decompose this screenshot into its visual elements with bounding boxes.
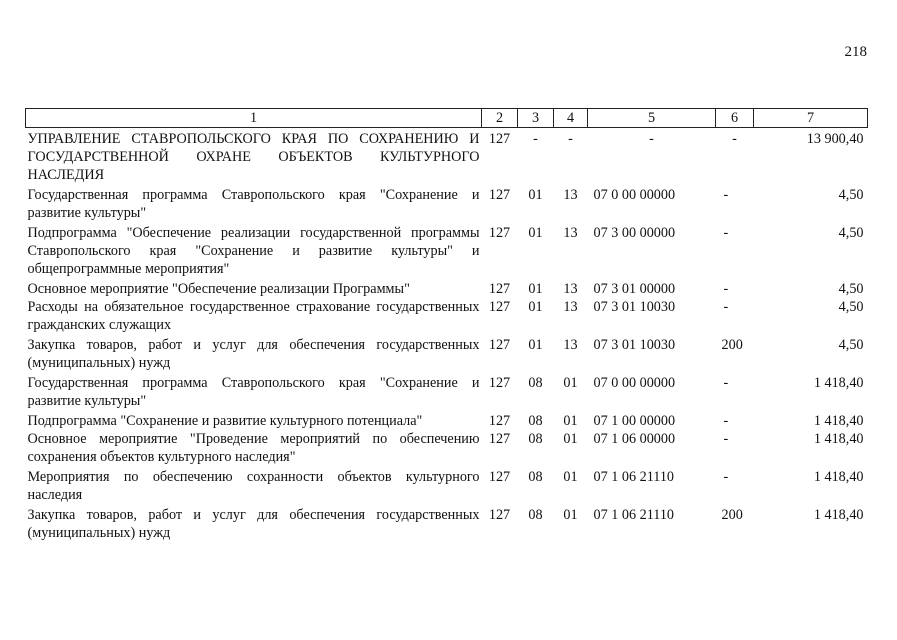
column-number-header	[26, 109, 868, 128]
row-pr: 01	[563, 375, 578, 391]
row-vr: 200	[721, 507, 743, 523]
row-name: УПРАВЛЕНИЕ СТАВРОПОЛЬСКОГО КРАЯ ПО СОХРАНЕНИЮ И ГОСУДАРСТВЕННОЙ ОХРАНЕ ОБЪЕКТОВ КУЛЬТУРНОГО НАСЛЕДИЯ	[27, 131, 480, 183]
row-name: Государственная программа Ставропольского края "Сохранение и развитие культуры"	[27, 375, 480, 409]
row-sum: 4,50	[838, 281, 864, 297]
table-row	[26, 184, 868, 222]
row-csr: 07 3 00 00000	[593, 225, 676, 241]
row-ved: 127	[488, 337, 511, 353]
row-rz: 08	[528, 507, 543, 523]
table-row	[26, 222, 868, 278]
row-pr: 13	[563, 299, 578, 315]
row-name: Подпрограмма "Сохранение и развитие культурного потенциала"	[27, 413, 423, 429]
row-rz: 01	[528, 187, 543, 203]
row-pr: -	[568, 131, 573, 147]
row-vr: -	[723, 299, 729, 315]
page-number: 218	[844, 44, 867, 60]
row-csr: 07 0 00 00000	[593, 187, 676, 203]
budget-table	[25, 108, 868, 542]
row-vr: -	[732, 131, 737, 147]
row-csr: 07 1 06 00000	[593, 431, 676, 447]
row-name: Закупка товаров, работ и услуг для обеспечения государственных (муниципальных) нужд	[27, 507, 480, 541]
column-number-6: 6	[716, 109, 754, 128]
row-pr: 01	[563, 413, 578, 429]
table-row	[26, 466, 868, 504]
row-rz: 08	[528, 375, 543, 391]
row-ved: 127	[488, 431, 511, 447]
column-number-2: 2	[482, 109, 518, 128]
row-sum: 13 900,40	[806, 131, 864, 147]
row-sum: 4,50	[838, 337, 864, 353]
row-sum: 4,50	[838, 299, 864, 315]
row-ved: 127	[488, 281, 511, 297]
row-vr: -	[723, 281, 729, 297]
row-pr: 01	[563, 507, 578, 523]
row-name: Закупка товаров, работ и услуг для обеспечения государственных (муниципальных) нужд	[27, 337, 480, 371]
row-name: Расходы на обязательное государственное страхование государственных гражданских служащих	[27, 299, 480, 333]
row-pr: 01	[563, 469, 578, 485]
row-rz: -	[533, 131, 538, 147]
row-vr: -	[723, 431, 729, 447]
row-name: Подпрограмма "Обеспечение реализации государственной программы Ставропольского края "Сохранение и развитие культуры" и общепрограммные мероприятия"	[27, 225, 480, 277]
row-vr: -	[723, 413, 729, 429]
row-name: Государственная программа Ставропольского края "Сохранение и развитие культуры"	[27, 187, 480, 221]
row-ved: 127	[488, 507, 511, 523]
row-pr: 13	[563, 281, 578, 297]
row-vr: -	[723, 375, 729, 391]
row-rz: 08	[528, 469, 543, 485]
row-name: Основное мероприятие "Обеспечение реализации Программы"	[27, 281, 410, 297]
row-rz: 08	[528, 413, 543, 429]
row-csr: 07 1 06 21110	[593, 469, 675, 485]
row-pr: 13	[563, 337, 578, 353]
column-number-7: 7	[754, 109, 868, 128]
row-pr: 13	[563, 187, 578, 203]
row-sum: 4,50	[838, 187, 864, 203]
row-name: Мероприятия по обеспечению сохранности объектов культурного наследия	[27, 469, 480, 503]
row-rz: 01	[528, 299, 543, 315]
table-row	[26, 372, 868, 410]
row-csr: 07 1 06 21110	[593, 507, 675, 523]
table-row	[26, 298, 868, 334]
row-ved: 127	[488, 469, 511, 485]
table-row	[26, 278, 868, 298]
row-sum: 1 418,40	[813, 507, 864, 523]
table-row	[26, 410, 868, 430]
row-csr: 07 3 01 10030	[593, 337, 676, 353]
column-number-3: 3	[518, 109, 554, 128]
row-sum: 1 418,40	[813, 469, 864, 485]
row-csr: 07 0 00 00000	[593, 375, 676, 391]
table-row	[26, 504, 868, 542]
row-csr: 07 3 01 00000	[593, 281, 676, 297]
row-vr: 200	[721, 337, 743, 353]
column-number-1: 1	[26, 109, 482, 128]
table-row	[26, 334, 868, 372]
row-vr: -	[723, 225, 729, 241]
row-csr: -	[649, 131, 654, 147]
row-csr: 07 3 01 10030	[593, 299, 676, 315]
row-rz: 08	[528, 431, 543, 447]
row-sum: 1 418,40	[813, 375, 864, 391]
row-ved: 127	[488, 299, 511, 315]
row-pr: 01	[563, 431, 578, 447]
row-vr: -	[723, 187, 729, 203]
row-sum: 4,50	[838, 225, 864, 241]
row-csr: 07 1 00 00000	[593, 413, 676, 429]
row-ved: 127	[488, 375, 511, 391]
row-name: Основное мероприятие "Проведение мероприятий по обеспечению сохранения объектов культурного наследия"	[27, 431, 480, 465]
table-row	[26, 430, 868, 466]
row-rz: 01	[528, 281, 543, 297]
row-rz: 01	[528, 225, 543, 241]
row-pr: 13	[563, 225, 578, 241]
row-vr: -	[723, 469, 729, 485]
row-ved: 127	[488, 187, 511, 203]
row-ved: 127	[488, 131, 511, 147]
row-ved: 127	[488, 225, 511, 241]
row-ved: 127	[488, 413, 511, 429]
row-sum: 1 418,40	[813, 413, 864, 429]
column-number-4: 4	[554, 109, 588, 128]
table-row	[26, 128, 868, 185]
row-sum: 1 418,40	[813, 431, 864, 447]
row-rz: 01	[528, 337, 543, 353]
column-number-5: 5	[588, 109, 716, 128]
